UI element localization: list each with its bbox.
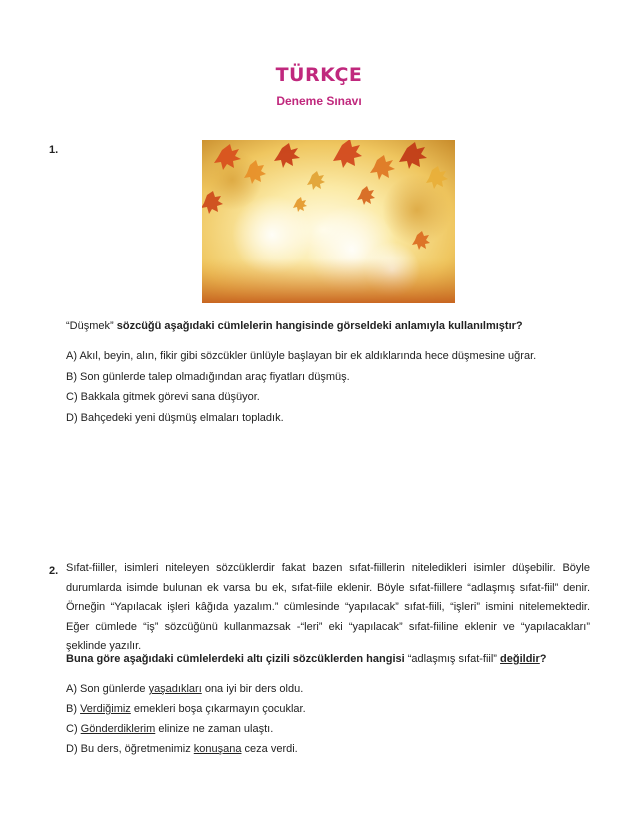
question-2-stem-term: “adlaşmış sıfat-fiil” <box>407 653 497 665</box>
question-2-stem-text: Buna göre aşağıdaki cümlelerdeki altı çizili sözcüklerden hangisi <box>66 653 405 665</box>
question-2-option-b[interactable] <box>66 703 306 715</box>
option-text: A) Son günlerde <box>66 683 149 695</box>
underlined-word: Verdiğimiz <box>80 703 131 715</box>
question-2-option-a[interactable] <box>66 683 303 695</box>
question-1-number: 1. <box>49 144 59 156</box>
option-text: elinize ne zaman ulaştı. <box>155 723 274 735</box>
question-2-option-c[interactable] <box>66 723 273 735</box>
option-text: B) <box>66 703 81 715</box>
question-2-stem <box>66 653 547 665</box>
question-1-option-c[interactable]: C) Bakkala gitmek görevi sana düşüyor. <box>66 391 260 403</box>
question-2-stem-mark: ? <box>539 653 547 665</box>
option-text: emekleri boşa çıkarmayın çocuklar. <box>130 703 306 715</box>
question-1-keyword: “Düşmek” <box>66 320 114 332</box>
question-1-option-a[interactable]: A) Akıl, beyin, alın, fikir gibi sözcükler ünlüyle başlayan bir ek aldıklarında hece düşmesine uğrar. <box>66 350 537 362</box>
question-1-option-d[interactable]: D) Bahçedeki yeni düşmüş elmaları topladık. <box>66 412 284 424</box>
option-text: ceza verdi. <box>241 743 298 755</box>
underlined-word: Gönderdiklerim <box>80 723 156 735</box>
page-title: TÜRKÇE <box>275 64 363 86</box>
option-text: C) <box>66 723 81 735</box>
option-text: ona iyi bir ders oldu. <box>201 683 304 695</box>
question-1-option-b[interactable]: B) Son günlerde talep olmadığından araç fiyatları düşmüş. <box>66 371 350 383</box>
question-2-option-d[interactable] <box>66 743 298 755</box>
question-2-number: 2. <box>49 565 59 577</box>
page-subtitle: Deneme Sınavı <box>276 94 362 108</box>
question-1-stem <box>66 320 523 332</box>
question-2-paragraph: Sıfat-fiiller, isimleri niteleyen sözcüklerdir fakat bazen sıfat-fiillerin niteledikleri isimler düşebilir. Böyle durumlarda isimde bulunan ek varsa bu ek, sıfat-fiile eklenir. Böyle sıfat-fiillere “adlaşmış sıfat-fiil” denir. Örneğin “Yapılacak işleri kâğıda yazalım.” cümlesinde “yapılacak” sıfat-fiili, “işleri” ismini nitelemektedir. Eğer cümlede “iş” sözcüğünü kullanmazsak -“leri” eki “yapılacak” sıfat-fiiline eklenir ve “yapılacakları” şeklinde yazılır. <box>66 562 590 653</box>
question-1-stem-text: sözcüğü aşağıdaki cümlelerin hangisinde görseldeki anlamıyla kullanılmıştır? <box>116 320 523 332</box>
underlined-word: yaşadıkları <box>148 683 202 695</box>
underlined-word: konuşana <box>193 743 242 755</box>
question-2-stem-negation: değildir <box>500 653 540 665</box>
option-text: D) Bu ders, öğretmenimiz <box>66 743 194 755</box>
autumn-leaves-photo <box>202 140 455 303</box>
